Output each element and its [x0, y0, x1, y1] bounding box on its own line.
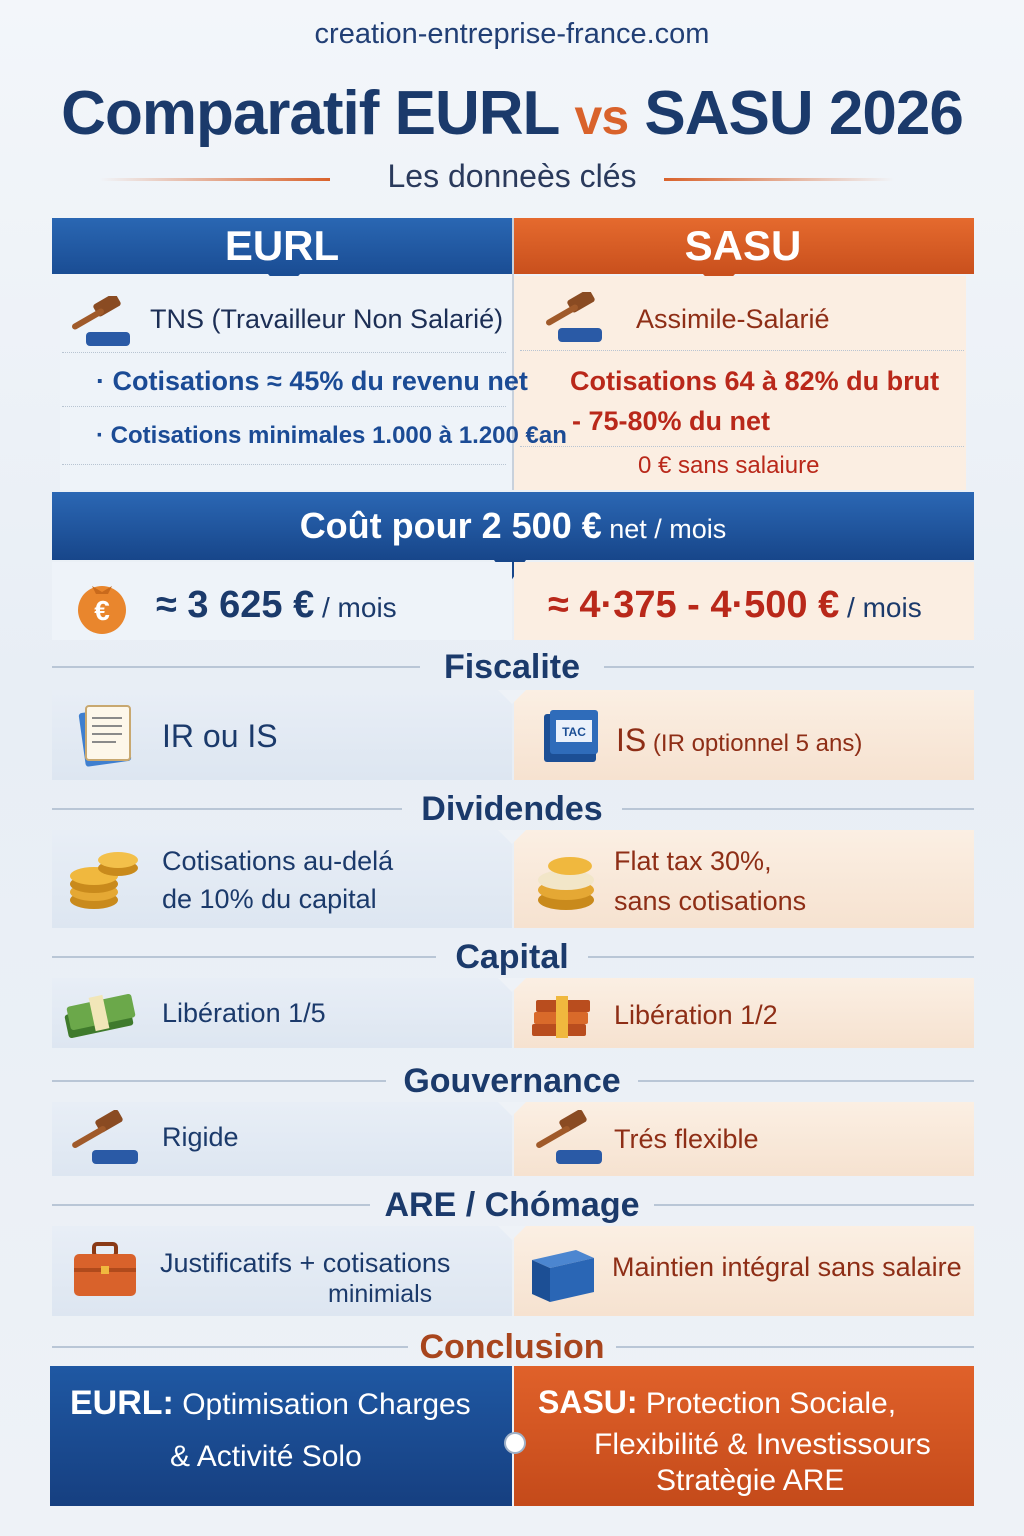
section-notch [498, 690, 526, 704]
eurl-cost-amount: ≈ 3 625 € [156, 584, 315, 626]
eurl-cost-value [156, 584, 397, 627]
gouvernance-sasu-text: Trés flexible [614, 1124, 759, 1154]
gavel-icon [530, 1110, 606, 1170]
sasu-cost-unit: / mois [839, 592, 922, 623]
divider [520, 350, 964, 351]
sasu-line-3: 0 € sans salaiure [638, 452, 820, 479]
cost-title-small: net / mois [601, 514, 727, 544]
eurl-conclusion-line-2: & Activité Solo [170, 1440, 362, 1473]
fiscalite-eurl-text: IR ou IS [162, 718, 278, 754]
eurl-conclusion-line-1 [70, 1384, 471, 1423]
section-notch [498, 830, 526, 844]
tax-book-label: TAC [562, 725, 586, 739]
chomage-eurl-line-2: minimials [328, 1280, 433, 1308]
divider [62, 464, 506, 465]
section-notch [498, 978, 526, 992]
sasu-conclusion-label: SASU: [538, 1384, 638, 1420]
euro-money-bag-icon [70, 578, 134, 634]
sasu-cost-amount: ≈ 4·375 - 4·500 € [548, 584, 840, 626]
site-url: creation-entreprise-france.com [314, 18, 710, 50]
chomage-eurl-line-1: Justificatifs + cotisations [160, 1248, 451, 1278]
sasu-line-2: - 75-80% du net [572, 406, 771, 436]
fiscalite-sasu-detail: (IR optionnel 5 ans) [646, 730, 863, 757]
gavel-icon [66, 1110, 142, 1170]
gouvernance-eurl-text: Rigide [162, 1122, 239, 1152]
divider [62, 352, 506, 353]
fiscalite-title: Fiscalite [443, 648, 581, 686]
divider-knob [504, 1432, 526, 1454]
fiscalite-sasu-text [616, 722, 862, 759]
gavel-icon [64, 296, 134, 352]
title-vs: vs [574, 89, 629, 145]
capital-sasu-text: Libération 1/2 [614, 1000, 778, 1030]
divider [62, 406, 506, 407]
sasu-header: SASU [512, 218, 974, 274]
divider [520, 446, 964, 447]
coins-icon [64, 840, 144, 920]
money-stack-icon [526, 988, 600, 1044]
chomage-title: ARE / Chómage [384, 1186, 640, 1224]
fiscalite-sasu-main: IS [616, 722, 647, 758]
tax-book-icon [540, 706, 604, 768]
sasu-conclusion-line-1 [538, 1384, 896, 1421]
sasu-conclusion-text-1: Protection Sociale, [637, 1387, 897, 1420]
conclusion-title: Conclusion [419, 1328, 605, 1366]
sasu-line-1: Cotisations 64 à 82% du brut [570, 366, 940, 396]
dividendes-sasu-line-2: sans cotisations [614, 886, 807, 916]
eurl-bullet-2: · Cotisations minimales 1.000 à 1.200 €an [96, 422, 567, 449]
dividendes-eurl-line-1: Cotisations au-delá [162, 846, 394, 876]
document-icon [72, 700, 142, 770]
sasu-cost-value [548, 584, 922, 627]
capital-eurl-text: Libération 1/5 [162, 998, 326, 1028]
coins-stack-icon [530, 842, 604, 916]
section-notch [498, 1226, 526, 1240]
cost-title-main: Coût pour 2 500 € [299, 505, 602, 546]
svg-text:€: € [94, 595, 110, 626]
chomage-sasu-text: Maintien intégral sans salaire [612, 1252, 962, 1282]
sasu-conclusion-line-2: Flexibilité & Investissours [594, 1428, 931, 1461]
cost-banner [52, 492, 974, 560]
sasu-status-label: Assimile-Salarié [636, 304, 830, 334]
banknotes-icon [60, 988, 140, 1038]
eurl-bullet-2-text: Cotisations minimales 1.000 à 1.200 €an [110, 422, 567, 449]
dividendes-eurl-line-2: de 10% du capital [162, 884, 377, 914]
page-title [0, 78, 1024, 149]
eurl-bullet-1-text: Cotisations ≈ 45% du revenu net [112, 366, 528, 396]
capital-title: Capital [455, 938, 569, 976]
briefcase-icon [70, 1238, 140, 1300]
eurl-status-label: TNS (Travailleur Non Salarié) [150, 304, 504, 334]
eurl-header: EURL [52, 218, 512, 274]
dividendes-sasu-line-1: Flat tax 30%, [614, 846, 772, 876]
blue-box-icon [526, 1238, 600, 1306]
eurl-conclusion-text-1: Optimisation Charges [173, 1388, 471, 1421]
sasu-conclusion-line-3: Stratègie ARE [656, 1464, 845, 1497]
title-right: SASU 2026 [628, 79, 963, 148]
eurl-cost-unit: / mois [314, 592, 397, 623]
gavel-icon [540, 292, 610, 348]
eurl-bullet-1: · Cotisations ≈ 45% du revenu net [96, 366, 528, 396]
gouvernance-title: Gouvernance [403, 1062, 621, 1100]
title-left: Comparatif EURL [61, 79, 575, 148]
section-notch [498, 1102, 526, 1116]
subtitle: Les donneès clés [387, 158, 637, 194]
dividendes-title: Dividendes [421, 790, 603, 828]
eurl-conclusion-label: EURL: [70, 1384, 174, 1422]
